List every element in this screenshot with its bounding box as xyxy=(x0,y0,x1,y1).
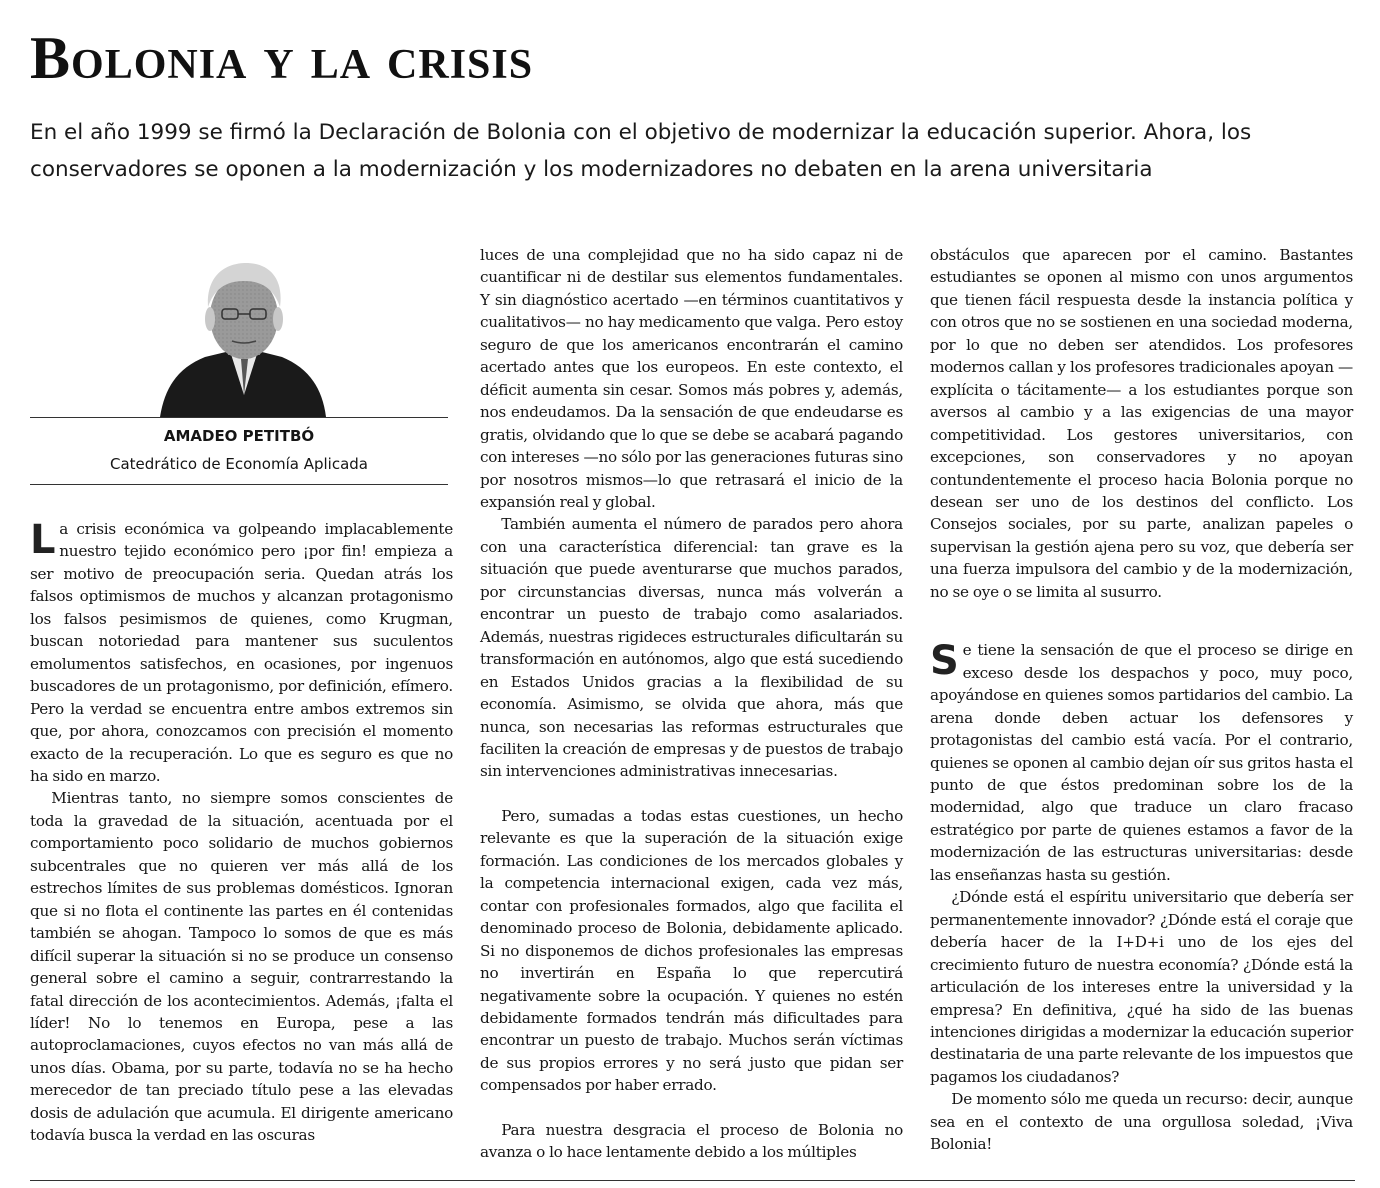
drop-cap: S xyxy=(930,638,959,685)
divider xyxy=(30,1180,1355,1181)
paragraph: obstáculos que aparecen por el camino. Bastantes estudiantes se oponen al mismo con unos argumentos que tienen fácil respuesta desde la instancia política y con otros que no se sostienen en una sociedad moderna, por lo que no deben ser atendidos. Los profesores modernos callan y los profesores tradicionales apoyan —explícita o tácitamente— a los estudiantes porque son aversos al cambio y a las exigencias de una mayor competitividad. Los gestores universitarios, con excepciones, son conservadores y no apoyan contundentemente el proceso hacia Bolonia porque no desean ser uno de los destinos del conflicto. Los Consejos sociales, por su parte, analizan papeles o supervisan la gestión ajena pero su voz, que debería ser una fuerza impulsora del cambio y de la modernización, no se oye o se limita al susurro. xyxy=(930,246,1353,601)
author-name: AMADEO PETITBÓ xyxy=(163,427,315,445)
paragraph: Mientras tanto, no siempre somos conscientes de toda la gravedad de la situación, acentuada por el comportamiento poco solidario de muchos gobiernos subcentrales que no quieren ver más allá de los estrechos límites de sus problemas domésticos. Ignoran que si no flota el continente las partes en él contenidas también se ahogan. Tampoco lo somos de que es más difícil superar la situación si no se produce un consenso general sobre el camino a seguir, contrarrestando la fatal dirección de los acontecimientos. Además, ¡falta el líder! No lo tenemos en Europa, pese a las autoproclamaciones, cuyos efectos no van más allá de unos días. Obama, por su parte, todavía no se ha hecho merecedor de tan preciado título pese a las elevadas dosis de adulación que acumula. El dirigente americano todavía busca la verdad en las oscuras xyxy=(30,789,453,1145)
article-column-2 xyxy=(480,244,903,1164)
divider xyxy=(30,484,448,485)
paragraph: De momento sólo me queda un recurso: decir, aunque sea en el contexto de una orgullosa soledad, ¡Viva Bolonia! xyxy=(930,1090,1353,1154)
drop-cap: L xyxy=(30,517,56,563)
author-portrait-icon xyxy=(30,245,448,417)
paragraph xyxy=(30,518,453,787)
author-photo xyxy=(30,245,448,418)
paragraph: Para nuestra desgracia el proceso de Bolonia no avanza o lo hace lentamente debido a los múltiples xyxy=(480,1120,903,1162)
paragraph xyxy=(930,639,1353,886)
article-title: Bolonia y la crisis xyxy=(30,25,534,91)
paragraph: ¿Dónde está el espíritu universitario que debería ser permanentemente innovador? ¿Dónde está el coraje que debería hacer de la I+D+i uno de los ejes del crecimiento futuro de nuestra economía? ¿Dónde está la articulación de los intereses entre la universidad y la empresa? En definitiva, ¿qué ha sido de las buenas intenciones dirigidas a modernizar la educación superior destinataria de una parte relevante de los impuestos que pagamos los ciudadanos? xyxy=(930,888,1353,1086)
paragraph-text: e tiene la sensación de que el proceso se dirige en exceso desde los despachos y poco, muy poco, apoyándose en quienes somos partidarios del cambio. La arena donde deben actuar los defensores y protagonistas del cambio está vacía. Por el contrario, quienes se oponen al cambio dejan oír sus gritos hasta el punto de que éstos predominan sobre los de la modernidad, algo que traduce un claro fracaso estratégico por parte de quienes estamos a favor de la modernización de las estructuras universitarias: desde las enseñanzas hasta su gestión. xyxy=(930,641,1353,884)
paragraph: También aumenta el número de parados pero ahora con una característica diferencial: tan grave es la situación que puede aventurarse que muchos parados, por circunstancias diversas, nunca más volverán a encontrar un puesto de trabajo como asalariados. Además, nuestras rigideces estructurales dificultarán su transformación en autónomos, algo que está sucediendo en Estados Unidos gracias a la flexibilidad de su economía. Asimismo, se olvida que ahora, más que nunca, son necesarias las reformas estructurales que faciliten la creación de empresas y de puestos de trabajo sin intervenciones administrativas innecesarias. xyxy=(480,515,903,781)
paragraph: luces de una complejidad que no ha sido capaz ni de cuantificar ni de destilar sus elementos fundamentales. Y sin diagnóstico acertado —en términos cuantitativos y cualitativos— no hay medicamento que valga. Pero estoy seguro de que los americanos encontrarán el camino acertado antes que los europeos. En este contexto, el déficit aumenta sin cesar. Somos más pobres y, además, nos endeudamos. Da la sensación de que endeudarse es gratis, olvidando que lo que se debe se acabará pagando con intereses —no sólo por las generaciones futuras sino por nosotros mismos—lo que retrasará el inicio de la expansión real y global. xyxy=(480,246,903,511)
article-column-3 xyxy=(930,244,1353,1156)
article-subtitle: En el año 1999 se firmó la Declaración de Bolonia con el objetivo de modernizar la educación superior. Ahora, los conservadores se oponen a la modernización y los modernizadores no debaten en la arena universitaria xyxy=(30,120,1252,182)
paragraph-text: a crisis económica va golpeando implacablemente nuestro tejido económico pero ¡por fin! empieza a ser motivo de preocupación seria. Quedan atrás los falsos optimismos de muchos y alcanzan protagonismo los falsos pesimismos de quienes, como Krugman, buscan notoriedad para mantener sus suculentos emolumentos satisfechos, en ocasiones, por ingenuos buscadores de un protagonismo, por definición, efímero. Pero la verdad se encuentra entre ambos extremos sin que, por ahora, conozcamos con precisión el momento exacto de la recuperación. Lo que es seguro es que no ha sido en marzo. xyxy=(30,520,453,785)
article-column-1 xyxy=(30,518,453,1147)
paragraph: Pero, sumadas a todas estas cuestiones, un hecho relevante es que la superación de la situación exige formación. Las condiciones de los mercados globales y la competencia internacional exigen, cada vez más, contar con profesionales formados, algo que facilita el denominado proceso de Bolonia, debidamente aplicado. Si no disponemos de dichos profesionales las empresas no invertirán en España lo que repercutirá negativamente sobre la ocupación. Y quienes no estén debidamente formados tendrán más dificultades para encontrar un puesto de trabajo. Muchos serán víctimas de sus propios errores y no será justo que pidan ser compensados por haber errado. xyxy=(480,806,903,1095)
author-role: Catedrático de Economía Aplicada xyxy=(109,455,368,473)
